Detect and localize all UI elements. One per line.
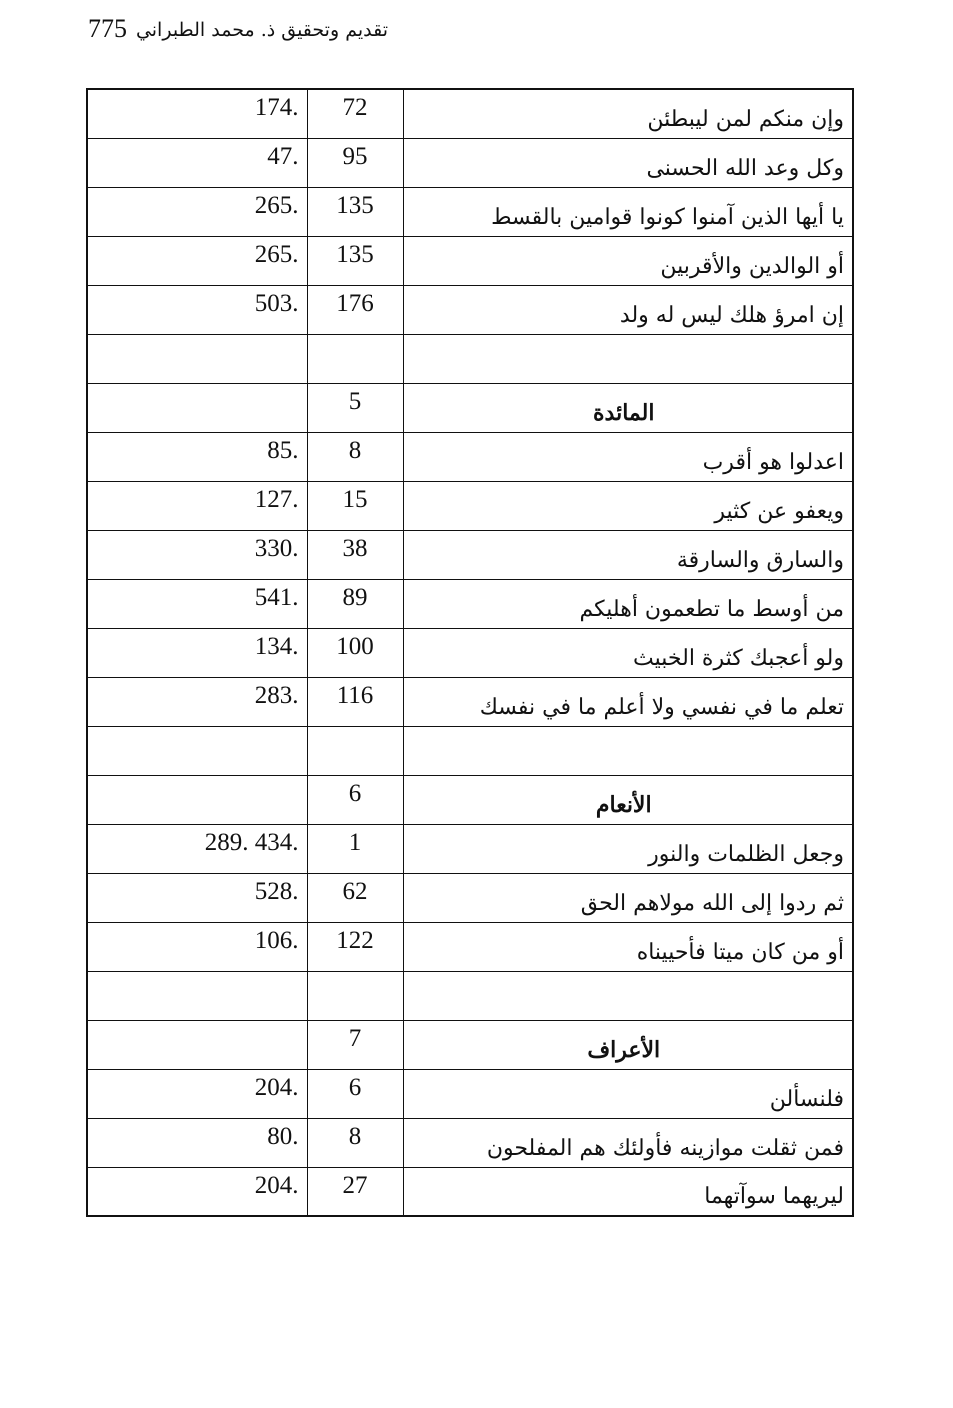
verse-text-cell: إن امرؤ هلك ليس له ولد xyxy=(403,285,853,334)
verse-number-cell: 8 xyxy=(307,1118,403,1167)
page-references-cell xyxy=(87,726,307,775)
verse-text-cell xyxy=(403,334,853,383)
verse-text-cell: تعلم ما في نفسي ولا أعلم ما في نفسك xyxy=(403,677,853,726)
verse-text-cell: وكل وعد الله الحسنى xyxy=(403,138,853,187)
table-row xyxy=(87,138,853,187)
page-references-cell: 80. xyxy=(87,1118,307,1167)
verse-number-cell xyxy=(307,971,403,1020)
index-table-body xyxy=(87,89,853,1216)
page-references-cell: 265. xyxy=(87,236,307,285)
verse-text-cell: وجعل الظلمات والنور xyxy=(403,824,853,873)
page-references-cell: 283. xyxy=(87,677,307,726)
verse-number-cell: 38 xyxy=(307,530,403,579)
page-references-cell: 528. xyxy=(87,873,307,922)
table-row xyxy=(87,432,853,481)
page-references-cell: 85. xyxy=(87,432,307,481)
table-row xyxy=(87,922,853,971)
page-references-cell: 134. xyxy=(87,628,307,677)
table-row xyxy=(87,873,853,922)
surah-header-row xyxy=(87,775,853,824)
page-references-cell xyxy=(87,383,307,432)
table-row xyxy=(87,1167,853,1216)
page-references-cell: 106. xyxy=(87,922,307,971)
table-row xyxy=(87,824,853,873)
verse-text-cell: ليريهما سوآتهما xyxy=(403,1167,853,1216)
table-row xyxy=(87,1069,853,1118)
verse-text-cell: أو الوالدين والأقربين xyxy=(403,236,853,285)
page-references-cell: 330. xyxy=(87,530,307,579)
verse-text-cell: يا أيها الذين آمنوا كونوا قوامين بالقسط xyxy=(403,187,853,236)
table-row xyxy=(87,628,853,677)
page-references-cell: 541. xyxy=(87,579,307,628)
verse-number-cell: 89 xyxy=(307,579,403,628)
verse-number-cell: 27 xyxy=(307,1167,403,1216)
surah-name-cell: المائدة xyxy=(403,383,853,432)
page-references-cell: 265. xyxy=(87,187,307,236)
verse-text-cell: من أوسط ما تطعمون أهليكم xyxy=(403,579,853,628)
verse-text-cell: اعدلوا هو أقرب xyxy=(403,432,853,481)
surah-number-cell: 6 xyxy=(307,775,403,824)
verse-text-cell xyxy=(403,726,853,775)
page-references-cell: 127. xyxy=(87,481,307,530)
verse-number-cell: 135 xyxy=(307,187,403,236)
verse-text-cell xyxy=(403,971,853,1020)
quran-verse-index-table xyxy=(86,88,854,1217)
verse-number-cell: 62 xyxy=(307,873,403,922)
verse-text-cell: ويعفو عن كثير xyxy=(403,481,853,530)
page-references-cell: 174. xyxy=(87,89,307,138)
verse-number-cell: 100 xyxy=(307,628,403,677)
verse-text-cell: وإن منكم لمن ليبطئن xyxy=(403,89,853,138)
page-references-cell: 289. 434. xyxy=(87,824,307,873)
page-references-cell xyxy=(87,334,307,383)
page-number: 775 xyxy=(88,14,127,43)
page-references-cell xyxy=(87,1020,307,1069)
page-references-cell xyxy=(87,971,307,1020)
verse-text-cell: ثم ردوا إلى الله مولاهم الحق xyxy=(403,873,853,922)
page-references-cell: 503. xyxy=(87,285,307,334)
verse-number-cell: 15 xyxy=(307,481,403,530)
surah-name-cell: الأعراف xyxy=(403,1020,853,1069)
verse-number-cell: 95 xyxy=(307,138,403,187)
verse-number-cell xyxy=(307,726,403,775)
page-references-cell xyxy=(87,775,307,824)
running-head: تقديم وتحقيق ذ. محمد الطبراني xyxy=(135,19,388,41)
verse-number-cell: 8 xyxy=(307,432,403,481)
table-row xyxy=(87,481,853,530)
verse-text-cell: ولو أعجبك كثرة الخبيث xyxy=(403,628,853,677)
table-row xyxy=(87,89,853,138)
verse-number-cell: 135 xyxy=(307,236,403,285)
surah-header-row xyxy=(87,383,853,432)
verse-text-cell: أو من كان ميتا فأحييناه xyxy=(403,922,853,971)
verse-number-cell: 1 xyxy=(307,824,403,873)
spacer-row xyxy=(87,726,853,775)
surah-number-cell: 7 xyxy=(307,1020,403,1069)
verse-number-cell: 122 xyxy=(307,922,403,971)
table-row xyxy=(87,677,853,726)
surah-header-row xyxy=(87,1020,853,1069)
table-row xyxy=(87,285,853,334)
page-references-cell: 204. xyxy=(87,1069,307,1118)
verse-text-cell: فمن ثقلت موازينه فأولئك هم المفلحون xyxy=(403,1118,853,1167)
verse-number-cell: 72 xyxy=(307,89,403,138)
verse-number-cell xyxy=(307,334,403,383)
table-row xyxy=(87,1118,853,1167)
page-references-cell: 47. xyxy=(87,138,307,187)
page-header xyxy=(88,12,388,52)
surah-number-cell: 5 xyxy=(307,383,403,432)
spacer-row xyxy=(87,971,853,1020)
table-row xyxy=(87,236,853,285)
verse-number-cell: 116 xyxy=(307,677,403,726)
verse-number-cell: 6 xyxy=(307,1069,403,1118)
page-references-cell: 204. xyxy=(87,1167,307,1216)
table-row xyxy=(87,187,853,236)
table-row xyxy=(87,579,853,628)
spacer-row xyxy=(87,334,853,383)
verse-text-cell: فلنسألن xyxy=(403,1069,853,1118)
table-row xyxy=(87,530,853,579)
surah-name-cell: الأنعام xyxy=(403,775,853,824)
verse-text-cell: والسارق والسارقة xyxy=(403,530,853,579)
verse-number-cell: 176 xyxy=(307,285,403,334)
